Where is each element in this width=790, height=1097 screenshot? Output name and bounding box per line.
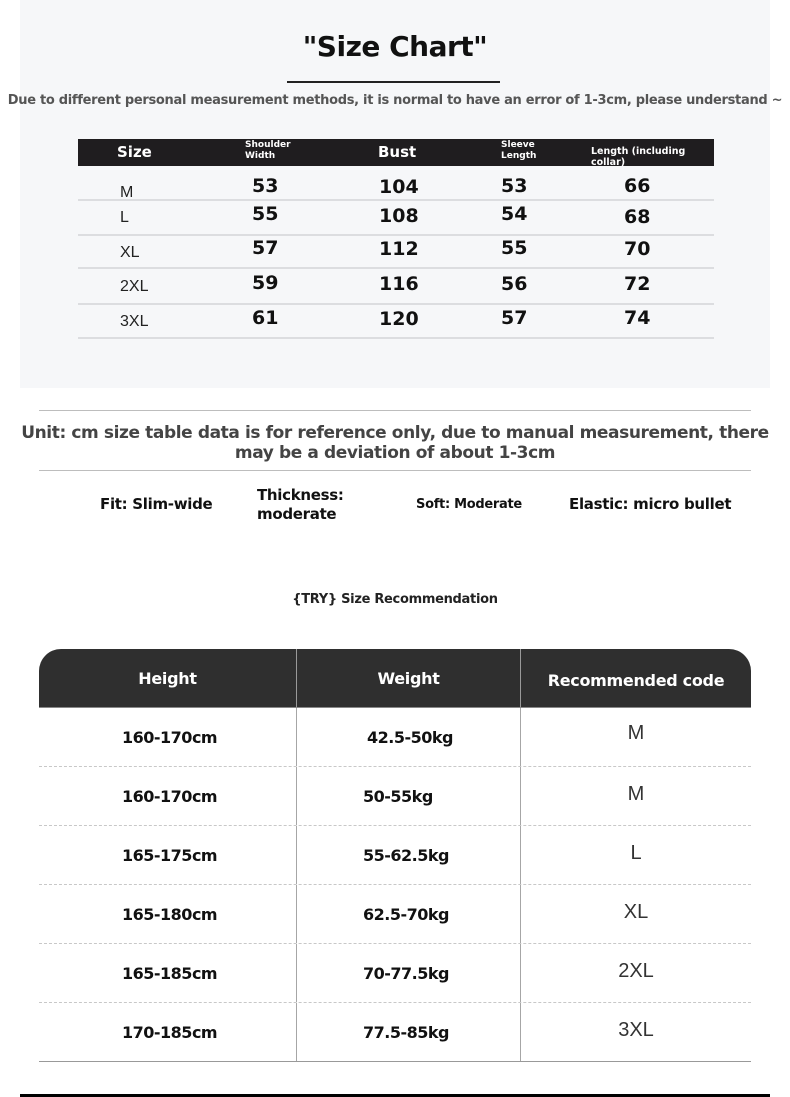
divider [39,410,751,411]
table-row [39,885,751,944]
col-sleeve-length [501,140,536,162]
cell-code: XL [623,901,649,923]
cell-weight: 62.5-70kg [363,905,449,924]
size-table-header [78,139,714,166]
table-row [39,826,751,885]
col-height: Height [39,649,297,707]
cell-height: 160-170cm [122,728,218,747]
unit-note-line2: may be a deviation of about 1-3cm [234,443,556,463]
table-row [78,201,714,236]
cell-shoulder: 57 [252,237,279,259]
recommendation-header [39,649,751,708]
cell-weight: 42.5-50kg [367,728,453,747]
cell-bust: 108 [379,205,419,227]
cell-sleeve: 53 [501,175,528,197]
cell-weight: 77.5-85kg [363,1023,449,1042]
cell-length: 74 [624,307,651,329]
table-row [39,708,751,767]
divider [39,470,751,471]
size-chart-table [78,139,714,339]
table-row [39,1003,751,1062]
col-shoulder-line1: Shoulder [245,140,291,150]
cell-sleeve: 55 [501,237,528,259]
recommendation-title: {TRY} Size Recommendation [292,592,498,607]
cell-bust: 104 [379,176,419,198]
cell-size: XL [120,244,140,261]
cell-sleeve: 54 [501,203,528,225]
cell-height: 160-170cm [122,787,218,806]
col-shoulder-width [245,140,291,162]
attr-thickness [257,486,344,524]
col-length: Length (including collar) [591,146,686,168]
cell-length: 70 [624,238,651,260]
attr-thickness-line1: Thickness: [257,486,344,504]
cell-shoulder: 55 [252,203,279,225]
cell-code: L [630,842,642,864]
col-bust: Bust [378,143,417,161]
table-row [39,767,751,826]
col-recommended-code: Recommended code [547,670,725,690]
cell-code: M [627,722,645,744]
attr-fit: Fit: Slim-wide [100,495,213,513]
cell-code: M [627,783,645,805]
cell-sleeve: 57 [501,307,528,329]
table-row [78,236,714,269]
cell-height: 165-175cm [122,846,218,865]
cell-size: 2XL [120,278,149,295]
cell-length: 66 [624,175,651,197]
cell-shoulder: 59 [252,272,279,294]
table-row [39,944,751,1003]
col-sleeve-line1: Sleeve [501,140,535,150]
col-shoulder-line2: Width [245,151,276,161]
unit-note [0,423,790,463]
cell-weight: 70-77.5kg [363,964,449,983]
attr-soft: Soft: Moderate [416,497,522,512]
cell-height: 165-185cm [122,964,218,983]
cell-code: 3XL [618,1019,654,1041]
cell-shoulder: 53 [252,175,279,197]
attr-thickness-line2: moderate [257,505,337,523]
col-size: Size [117,143,152,161]
attr-elastic: Elastic: micro bullet [569,495,732,513]
cell-length: 68 [624,206,651,228]
cell-weight: 50-55kg [363,787,433,806]
cell-size: L [120,209,129,226]
unit-note-line1: Unit: cm size table data is for reference only, due to manual measurement, there [21,423,769,443]
cell-shoulder: 61 [252,307,279,329]
cell-height: 165-180cm [122,905,218,924]
table-row [78,269,714,305]
col-weight: Weight [297,649,521,707]
cell-weight: 55-62.5kg [363,846,449,865]
cell-size: 3XL [120,313,149,330]
cell-size: M [120,184,134,201]
table-row [78,305,714,339]
table-row [78,166,714,201]
size-recommendation-table [39,649,751,1062]
cell-bust: 112 [379,238,419,260]
col-sleeve-line2: Length [501,151,537,161]
cell-code: 2XL [618,960,654,982]
cell-bust: 116 [379,273,419,295]
measurement-disclaimer: Due to different personal measurement methods, it is normal to have an error of 1-3cm, please understand ~ [7,93,783,108]
cell-sleeve: 56 [501,273,528,295]
cell-length: 72 [624,273,651,295]
cell-bust: 120 [379,308,419,330]
page-title: "Size Chart" [302,30,488,63]
cell-height: 170-185cm [122,1023,218,1042]
title-underline [287,81,500,83]
